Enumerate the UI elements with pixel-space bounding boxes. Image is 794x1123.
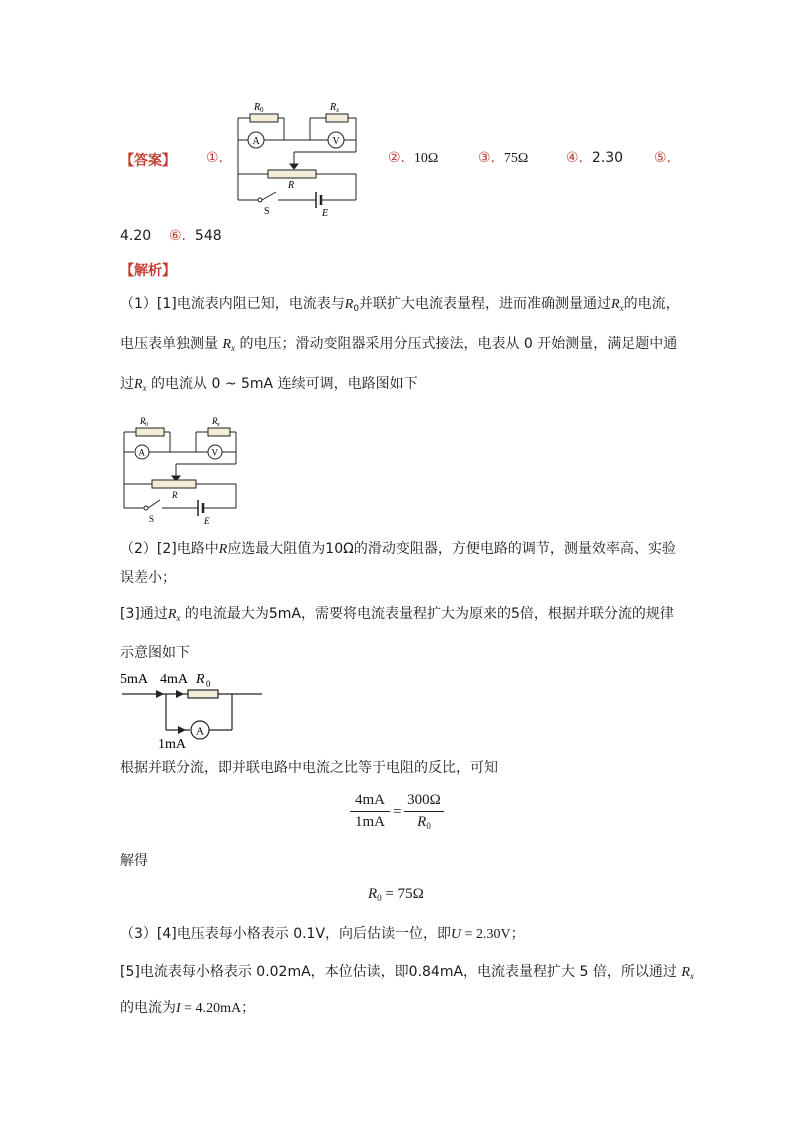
label-5mA: 5mA bbox=[120, 672, 148, 687]
shunt-diagram bbox=[118, 664, 268, 750]
fraction-left: 4mA 1mA bbox=[350, 792, 390, 831]
voltmeter-label: V bbox=[332, 136, 340, 147]
answer-num-6: ⑥. bbox=[168, 228, 186, 244]
paragraph-3-line-2: 解得 bbox=[120, 853, 148, 869]
label-rx: R bbox=[330, 102, 337, 113]
paragraph-4-line-2: [5]电流表每小格表示 0.02mA，本位估读，即0.84mA，电流表量程扩大 5 倍，所以通过 $R_x$ bbox=[120, 964, 694, 981]
paragraph-4-line-1: （3）[4]电压表每小格表示 0.1V，向后估读一位，即U = 2.30V； bbox=[120, 926, 525, 942]
rheostat bbox=[268, 170, 316, 178]
resistor-rx bbox=[326, 114, 348, 122]
svg-text:R: R bbox=[212, 416, 218, 426]
answer-num-2: ②. bbox=[388, 150, 406, 166]
paragraph-1-line-1: （1）[1]电流表内阻已知，电流表与$R_0$并联扩大电流表量程，进而准确测量通过$R_x$的电流， bbox=[120, 296, 680, 314]
label-4mA: 4mA bbox=[160, 672, 188, 687]
svg-text:x: x bbox=[336, 106, 340, 114]
paragraph-2-line-2: 误差小； bbox=[120, 570, 176, 586]
fraction-right: 300Ω $R_0$ bbox=[404, 792, 444, 831]
ammeter-label: A bbox=[252, 136, 260, 147]
result-equation: $R_0 = 75\Omega$ bbox=[368, 886, 424, 903]
answer-val-5: 4.20 bbox=[120, 228, 152, 244]
answer-val-3: 75Ω bbox=[503, 151, 529, 166]
svg-text:R: R bbox=[140, 416, 146, 426]
paragraph-2-line-3: [3]通过$R_x$ 的电流最大为5mA，需要将电流表量程扩大为原来的5倍，根据并联分流的规律 bbox=[120, 606, 674, 623]
svg-text:V: V bbox=[211, 447, 218, 458]
battery-label: E bbox=[322, 208, 329, 219]
answer-num-3: ③. bbox=[478, 150, 496, 166]
svg-text:A: A bbox=[138, 447, 145, 458]
resistor-r0 bbox=[250, 114, 278, 122]
svg-text:R: R bbox=[172, 490, 178, 500]
answer-val-2: 10Ω bbox=[413, 151, 439, 166]
svg-text:E: E bbox=[204, 516, 210, 526]
answer-num-1: ①. bbox=[206, 150, 224, 166]
paragraph-1-line-2: 电压表单独测量 $R_x$ 的电压；滑动变阻器采用分压式接法，电表从 0 开始测量，满足题中通 bbox=[120, 336, 678, 353]
svg-text:x: x bbox=[217, 422, 220, 428]
answer-label: 【答案】 bbox=[120, 153, 176, 169]
answer-num-4: ④. bbox=[566, 150, 584, 166]
label-r0: R bbox=[254, 102, 261, 113]
svg-text:0: 0 bbox=[260, 106, 264, 114]
label-1mA: 1mA bbox=[158, 737, 186, 750]
svg-text:S: S bbox=[149, 514, 155, 524]
paragraph-2-line-4: 示意图如下 bbox=[120, 645, 190, 661]
label-r0-shunt: R bbox=[196, 672, 205, 687]
paragraph-2-line-1: （2）[2]电路中R应选最大阻值为10Ω的滑动变阻器，方便电路的调节，测量效率高、实验 bbox=[120, 541, 676, 557]
svg-text:0: 0 bbox=[206, 679, 211, 689]
paragraph-3-line-1: 根据并联分流，即并联电路中电流之比等于电阻的反比，可知 bbox=[120, 760, 498, 776]
paragraph-1-line-3: 过$R_x$ 的电流从 0 ~ 5mA 连续可调，电路图如下 bbox=[120, 376, 418, 393]
equals-sign: = bbox=[393, 804, 402, 820]
ammeter-label-shunt: A bbox=[196, 725, 204, 738]
circuit-diagram-analysis bbox=[116, 410, 246, 528]
analysis-label: 【解析】 bbox=[120, 263, 176, 279]
svg-text:0: 0 bbox=[145, 422, 148, 428]
switch-label: S bbox=[264, 206, 270, 217]
answer-num-5: ⑤. bbox=[654, 150, 672, 166]
rheostat-label: R bbox=[288, 180, 295, 191]
circuit-diagram-answer bbox=[232, 96, 362, 224]
answer-val-6: 548 bbox=[194, 228, 222, 244]
paragraph-4-line-3: 的电流为I = 4.20mA； bbox=[120, 1000, 256, 1016]
answer-val-4: 2.30 bbox=[591, 150, 624, 166]
